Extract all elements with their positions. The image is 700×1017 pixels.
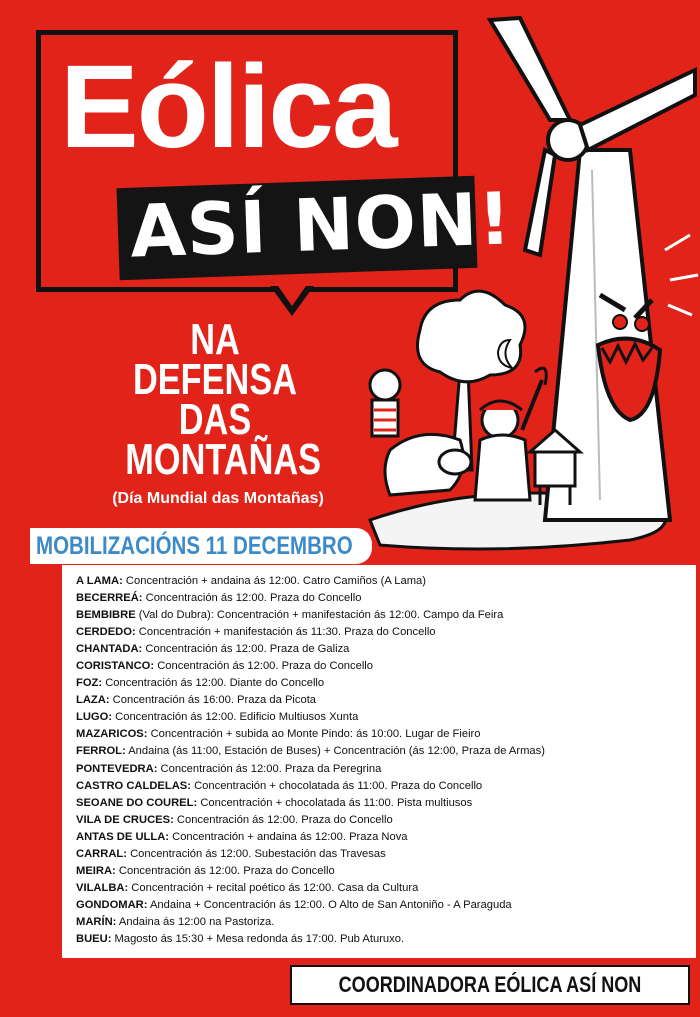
list-item	[76, 607, 696, 624]
headline	[125, 315, 322, 484]
event-place: PONTEVEDRA:	[76, 762, 158, 775]
event-detail: Magosto ás 15:30 + Mesa redonda ás 17:00. Pub Aturuxo.	[111, 932, 405, 945]
event-detail: Concentración ás 12:00. Diante do Concello	[102, 677, 325, 690]
event-detail: Concentración + manifestación ás 11:30. Praza do Concello	[135, 626, 436, 639]
event-detail: Concentración ás 12:00. Subestación das Travesas	[126, 847, 386, 860]
event-detail: Concentración ás 12:00. Edificio Multiusos Xunta	[112, 711, 359, 724]
event-detail: Concentración ás 12:00. Praza do Concello	[115, 864, 335, 877]
event-place: VILA DE CRUCES:	[76, 813, 174, 826]
event-place: CORISTANCO:	[76, 660, 155, 673]
event-place: CARRAL:	[76, 847, 127, 860]
event-place: BUEU:	[76, 932, 112, 945]
event-detail: Concentración ás 12:00. Praza do Concello	[142, 592, 362, 605]
speech-bubble-tail-inner	[278, 286, 306, 306]
event-place: CHANTADA:	[76, 643, 143, 656]
event-place: GONDOMAR:	[76, 898, 148, 911]
headline-line: DEFENSA	[133, 355, 297, 404]
event-place: FOZ:	[76, 677, 103, 690]
event-place: FERROL:	[76, 745, 126, 758]
event-detail: Concentración + recital poético ás 12:00. Casa da Cultura	[128, 881, 419, 894]
list-item	[76, 624, 696, 641]
list-item	[76, 743, 696, 760]
list-item	[76, 726, 696, 743]
headline-line: MONTAÑAS	[125, 435, 322, 484]
event-place: BECERREÁ:	[76, 592, 143, 605]
headline-line: DAS	[178, 395, 252, 444]
event-place: MAZARICOS:	[76, 728, 148, 741]
list-item	[76, 590, 696, 607]
event-detail: Andaina + Concentración ás 12:00. O Alto de San Antoniño - A Paraguda	[147, 898, 512, 911]
event-detail: Concentración ás 12:00. Praza da Peregrina	[157, 762, 382, 775]
list-item	[76, 641, 696, 658]
list-item	[76, 897, 696, 914]
event-detail: Andaina ás 12:00 na Pastoriza.	[116, 915, 275, 928]
event-detail: Concentración ás 12:00. Praza do Concello	[173, 813, 393, 826]
event-place: A LAMA:	[76, 575, 123, 587]
list-item	[76, 761, 696, 778]
event-place: CASTRO CALDELAS:	[76, 779, 191, 792]
event-detail: Concentración + chocolatada ás 11:00. Pista multiusos	[197, 796, 473, 809]
event-place: BEMBIBRE	[76, 609, 136, 622]
event-place: LAZA:	[76, 694, 110, 707]
event-detail: (Val do Dubra): Concentración + manifestación ás 12:00. Campo da Feira	[135, 609, 504, 622]
event-detail: Concentración ás 12:00. Praza de Galiza	[142, 643, 350, 656]
event-place: MARÍN:	[76, 915, 117, 928]
event-detail: Concentración ás 12:00. Praza do Concello	[154, 660, 374, 673]
footer-organization: COORDINADORA EÓLICA ASÍ NON	[338, 972, 642, 997]
event-detail: Concentración ás 16:00. Praza da Picota	[109, 694, 317, 707]
list-item	[76, 692, 696, 709]
event-place: ANTAS DE ULLA:	[76, 830, 170, 843]
list-item	[76, 675, 696, 692]
list-item	[76, 880, 696, 897]
poster-slogan: ASÍ NON!	[128, 176, 514, 274]
event-place: LUGO:	[76, 711, 113, 724]
mobilizations-title: MOBILIZACIÓNS 11 DECEMBRO	[36, 532, 353, 560]
wind-turbine-illustration	[330, 0, 700, 560]
events-list	[62, 565, 696, 958]
list-item	[76, 658, 696, 675]
poster-title: Eólica	[60, 41, 396, 173]
list-item	[76, 863, 696, 880]
event-detail: Concentración + andaina ás 12:00. Praza Nova	[169, 830, 408, 843]
event-place: MEIRA:	[76, 864, 116, 877]
event-detail: Andaina (ás 11:00, Estación de Buses) + Concentración (ás 12:00, Praza de Armas)	[125, 745, 545, 758]
list-item	[76, 829, 696, 846]
event-detail: Concentración + subida ao Monte Pindo: ás 10:00. Lugar de Fieiro	[147, 728, 481, 741]
list-item	[76, 573, 696, 590]
list-item	[76, 795, 696, 812]
event-place: SEOANE DO COUREL:	[76, 796, 198, 809]
event-detail: Concentración + andaina ás 12:00. Catro Camiños (A Lama)	[122, 575, 426, 587]
list-item	[76, 846, 696, 863]
list-item	[76, 931, 696, 948]
list-item	[76, 709, 696, 726]
list-item	[76, 812, 696, 829]
list-item	[76, 914, 696, 931]
headline-subtitle: (Día Mundial das Montañas)	[112, 490, 324, 507]
event-detail: Concentración + chocolatada ás 11:00. Praza do Concello	[190, 779, 483, 792]
list-item	[76, 778, 696, 795]
event-place: VILALBA:	[76, 881, 129, 894]
headline-line: NA	[190, 315, 240, 364]
event-place: CERDEDO:	[76, 626, 136, 639]
